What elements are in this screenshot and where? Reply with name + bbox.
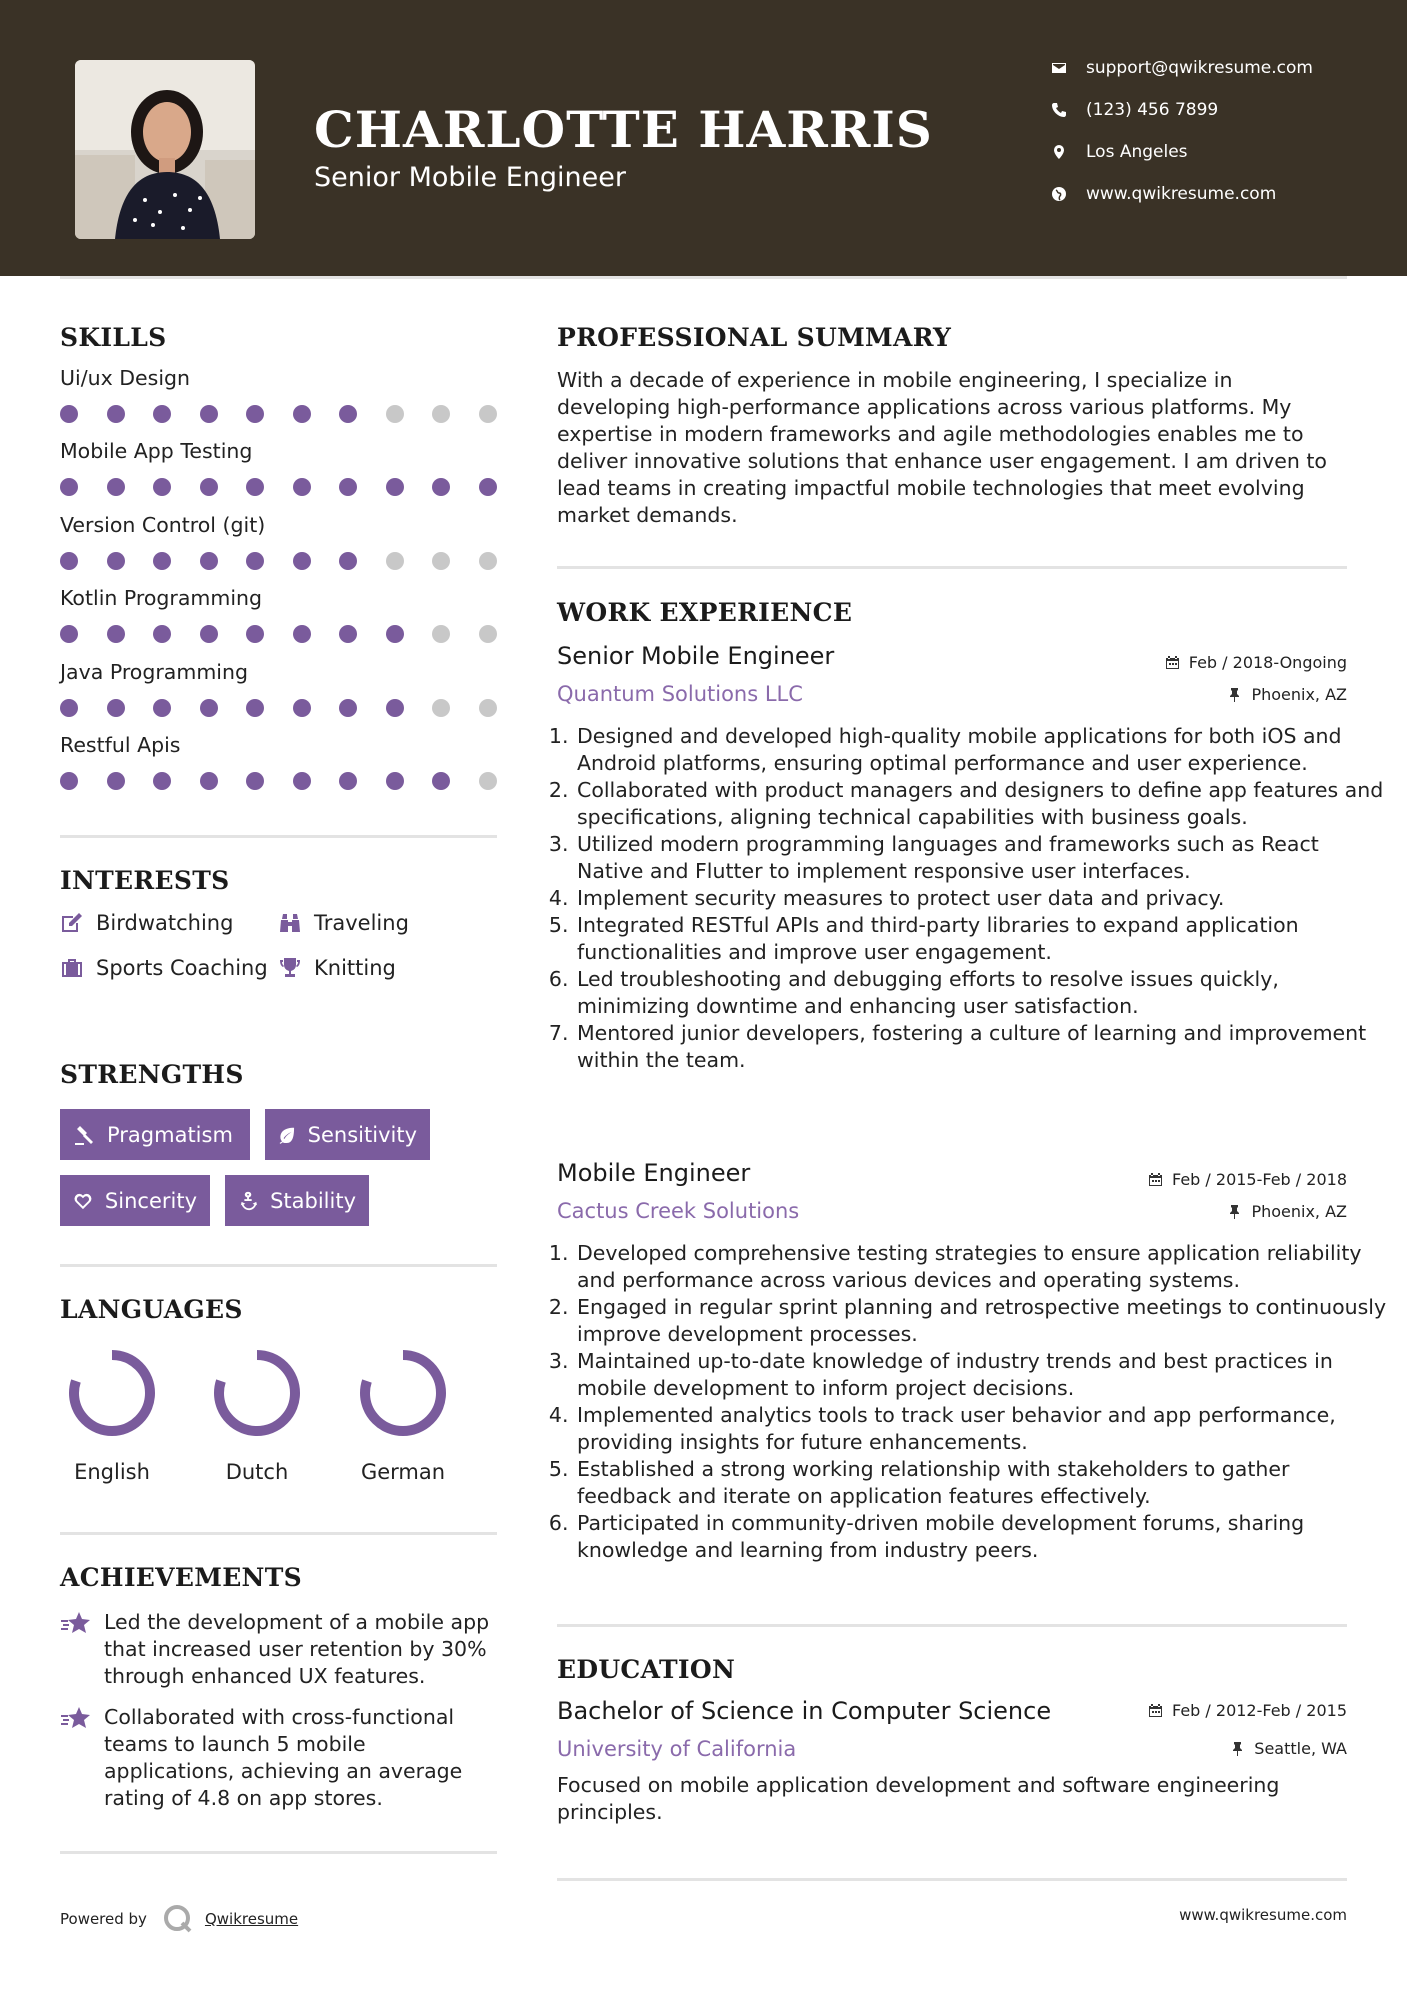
achievement-item — [60, 1609, 500, 1690]
job-date — [1148, 1170, 1347, 1189]
languages-title: LANGUAGES — [60, 1295, 243, 1324]
job-bullet: 2. Engaged in regular sprint planning and retrospective meetings to continuously improve development processes. — [575, 1294, 1390, 1348]
achievements-divider — [60, 1851, 497, 1854]
rating-dot-filled — [293, 552, 311, 570]
header-divider — [60, 276, 1347, 279]
rating-dot-filled — [60, 699, 78, 717]
skill-label: Kotlin Programming — [60, 586, 263, 611]
job-bullet: 1. Designed and developed high-quality mobile applications for both iOS and Android platforms, ensuring optimal performance and user experience. — [575, 723, 1390, 777]
pin-icon — [1227, 687, 1242, 702]
rating-dot-filled — [386, 625, 404, 643]
contact-phone[interactable] — [1049, 100, 1218, 120]
rating-dot-filled — [246, 699, 264, 717]
rating-dot-filled — [153, 625, 171, 643]
strengths-title: STRENGTHS — [60, 1060, 244, 1089]
rating-dot-filled — [200, 699, 218, 717]
strength-badge — [225, 1175, 369, 1226]
rating-dot-filled — [153, 552, 171, 570]
job-bullets — [535, 1240, 1390, 1564]
skill-rating — [60, 699, 500, 717]
briefcase-icon — [60, 957, 84, 979]
rating-dot-filled — [107, 405, 125, 423]
job-location — [1227, 1202, 1347, 1221]
job-date-text: Feb / 2018-Ongoing — [1188, 653, 1347, 672]
skill-rating — [60, 478, 500, 496]
rating-dot-filled — [293, 772, 311, 790]
summary-title: PROFESSIONAL SUMMARY — [557, 323, 952, 352]
education-location — [1230, 1739, 1347, 1758]
rating-dot-filled — [60, 552, 78, 570]
skills-title: SKILLS — [60, 323, 167, 352]
phone-icon — [1049, 100, 1069, 120]
rating-dot-filled — [107, 699, 125, 717]
rating-dot-filled — [200, 405, 218, 423]
contact-phone-text: (123) 456 7899 — [1086, 100, 1219, 120]
rating-dot-filled — [246, 478, 264, 496]
language-ring — [212, 1348, 302, 1438]
rating-dot-filled — [246, 772, 264, 790]
star-icon — [60, 1706, 92, 1732]
rating-dot-filled — [153, 478, 171, 496]
experience-divider — [557, 1624, 1347, 1627]
job-company: Cactus Creek Solutions — [557, 1199, 800, 1223]
education-school: University of California — [557, 1737, 797, 1761]
language-ring — [67, 1348, 157, 1438]
rating-dot-filled — [60, 405, 78, 423]
job-bullet: 6. Participated in community-driven mobile development forums, sharing knowledge and learning from industry peers. — [575, 1510, 1390, 1564]
job-date-text: Feb / 2015-Feb / 2018 — [1172, 1170, 1347, 1189]
rating-dot-filled — [479, 478, 497, 496]
rating-dot-filled — [246, 625, 264, 643]
qwikresume-logo-icon — [161, 1902, 195, 1936]
language-ring-arc — [219, 1355, 295, 1431]
rating-dot-empty — [432, 405, 450, 423]
rating-dot-empty — [432, 552, 450, 570]
education-description: Focused on mobile application development and software engineering principles. — [557, 1773, 1280, 1824]
rating-dot-filled — [339, 405, 357, 423]
rating-dot-empty — [479, 552, 497, 570]
strength-label: Stability — [270, 1188, 356, 1213]
map-marker-icon — [1049, 142, 1069, 162]
envelope-icon — [1049, 58, 1069, 78]
rating-dot-empty — [432, 625, 450, 643]
heart-icon — [73, 1190, 93, 1212]
candidate-role: Senior Mobile Engineer — [314, 162, 626, 193]
skill-rating — [60, 772, 500, 790]
job-company: Quantum Solutions LLC — [557, 682, 803, 706]
calendar-icon — [1165, 655, 1180, 670]
rating-dot-empty — [432, 699, 450, 717]
interest-item — [278, 956, 396, 980]
contact-location — [1049, 142, 1188, 162]
education-location-text: Seattle, WA — [1254, 1739, 1347, 1758]
trophy-icon — [278, 957, 302, 979]
language-ring-arc — [74, 1355, 150, 1431]
contact-location-text: Los Angeles — [1086, 142, 1188, 162]
rating-dot-empty — [479, 625, 497, 643]
job-bullet: 3. Utilized modern programming languages and frameworks such as React Native and Flutter to implement responsive user interfaces. — [575, 831, 1390, 885]
rating-dot-filled — [293, 625, 311, 643]
language-ring — [358, 1348, 448, 1438]
rating-dot-filled — [339, 699, 357, 717]
job-title: Mobile Engineer — [557, 1159, 751, 1187]
rating-dot-filled — [432, 772, 450, 790]
rating-dot-filled — [60, 772, 78, 790]
powered-by-text: Powered by — [60, 1910, 147, 1928]
rating-dot-empty — [479, 772, 497, 790]
pin-icon — [1227, 1204, 1242, 1219]
rating-dot-filled — [339, 552, 357, 570]
language-label: English — [74, 1460, 150, 1484]
rating-dot-filled — [153, 699, 171, 717]
experience-title: WORK EXPERIENCE — [557, 598, 853, 627]
job-bullet: 5. Integrated RESTful APIs and third-party libraries to expand application functionalities and improve user engagement. — [575, 912, 1390, 966]
strength-label: Sensitivity — [307, 1122, 417, 1147]
interest-label: Traveling — [314, 911, 409, 935]
achievement-text: Collaborated with cross-functional teams to launch 5 mobile applications, achieving an average rating of 4.8 on app stores. — [104, 1705, 463, 1810]
education-degree: Bachelor of Science in Computer Science — [557, 1697, 1052, 1725]
summary-text: With a decade of experience in mobile engineering, I specialize in developing high-performance applications across various platforms. My expertise in modern frameworks and agile methodologies enables me to deliver innovative solutions that enhance user engagement. I am driven to lead teams in creating impactful mobile technologies that meet evolving market demands. — [557, 368, 1327, 527]
job-location — [1227, 685, 1347, 704]
calendar-icon — [1148, 1172, 1163, 1187]
footer-powered-by — [60, 1902, 298, 1936]
interest-item — [60, 956, 268, 980]
job-bullet: 7. Mentored junior developers, fostering a culture of learning and improvement within the team. — [575, 1020, 1390, 1074]
education-divider — [557, 1878, 1347, 1881]
calendar-icon — [1148, 1703, 1163, 1718]
leaf-icon — [278, 1124, 296, 1146]
achievement-item — [60, 1704, 500, 1812]
rating-dot-filled — [200, 552, 218, 570]
contact-website[interactable] — [1049, 184, 1276, 204]
pin-icon — [1230, 1741, 1245, 1756]
achievement-text: Led the development of a mobile app that increased user retention by 30% through enhanced UX features. — [104, 1610, 490, 1688]
rating-dot-filled — [153, 405, 171, 423]
rating-dot-filled — [339, 625, 357, 643]
education-title: EDUCATION — [557, 1655, 736, 1684]
strength-badge — [265, 1109, 430, 1160]
education-date-text: Feb / 2012-Feb / 2015 — [1172, 1701, 1347, 1720]
rating-dot-filled — [200, 772, 218, 790]
candidate-name: CHARLOTTE HARRIS — [314, 100, 933, 159]
rating-dot-filled — [200, 625, 218, 643]
rating-dot-filled — [339, 772, 357, 790]
rating-dot-filled — [386, 478, 404, 496]
achievements-title: ACHIEVEMENTS — [60, 1563, 302, 1592]
strength-badge — [60, 1175, 210, 1226]
rating-dot-empty — [386, 552, 404, 570]
job-bullet: 5. Established a strong working relationship with stakeholders to gather feedback and iterate on application features effectively. — [575, 1456, 1390, 1510]
rating-dot-filled — [200, 478, 218, 496]
strengths-divider — [60, 1264, 497, 1267]
contact-email-text: support@qwikresume.com — [1086, 58, 1313, 78]
job-bullet: 6. Led troubleshooting and debugging efforts to resolve issues quickly, minimizing downtime and enhancing user satisfaction. — [575, 966, 1390, 1020]
rating-dot-filled — [432, 478, 450, 496]
rating-dot-filled — [386, 699, 404, 717]
strength-badge — [60, 1109, 250, 1160]
anchor-icon — [238, 1190, 258, 1212]
job-bullets — [535, 723, 1390, 1074]
skills-divider — [60, 835, 497, 838]
languages-divider — [60, 1532, 497, 1535]
rating-dot-empty — [386, 405, 404, 423]
language-label: German — [360, 1460, 446, 1484]
job-location-text: Phoenix, AZ — [1251, 685, 1347, 704]
rating-dot-filled — [293, 699, 311, 717]
star-icon — [60, 1611, 92, 1637]
job-bullet: 2. Collaborated with product managers and designers to define app features and specifications, aligning technical capabilities with business goals. — [575, 777, 1390, 831]
interest-item — [278, 911, 409, 935]
skill-label: Java Programming — [60, 659, 248, 684]
interest-label: Sports Coaching — [96, 956, 268, 980]
profile-photo — [75, 60, 255, 239]
job-bullet: 4. Implement security measures to protect user data and privacy. — [575, 885, 1390, 912]
skill-rating — [60, 552, 500, 570]
rating-dot-filled — [107, 478, 125, 496]
globe-icon — [1049, 184, 1069, 204]
rating-dot-filled — [107, 552, 125, 570]
job-bullet: 1. Developed comprehensive testing strategies to ensure application reliability and performance across various devices and operating systems. — [575, 1240, 1390, 1294]
job-bullet: 3. Maintained up-to-date knowledge of industry trends and best practices in mobile development to inform project decisions. — [575, 1348, 1390, 1402]
language-label: Dutch — [225, 1460, 289, 1484]
skill-label: Restful Apis — [60, 733, 181, 757]
strength-label: Sincerity — [104, 1188, 197, 1213]
rating-dot-filled — [339, 478, 357, 496]
summary-divider — [557, 566, 1347, 569]
job-bullet: 4. Implemented analytics tools to track user behavior and app performance, providing insights for future enhancements. — [575, 1402, 1390, 1456]
rating-dot-filled — [246, 405, 264, 423]
language-ring-arc — [365, 1355, 441, 1431]
skill-label: Version Control (git) — [60, 512, 266, 537]
rating-dot-filled — [293, 478, 311, 496]
rating-dot-filled — [60, 478, 78, 496]
interests-title: INTERESTS — [60, 866, 230, 895]
rating-dot-filled — [107, 772, 125, 790]
job-title: Senior Mobile Engineer — [557, 642, 835, 670]
rating-dot-filled — [386, 772, 404, 790]
contact-website-text: www.qwikresume.com — [1086, 184, 1277, 204]
job-date — [1165, 653, 1347, 672]
contact-email[interactable] — [1049, 58, 1313, 78]
rating-dot-filled — [107, 625, 125, 643]
rating-dot-filled — [60, 625, 78, 643]
education-date — [1148, 1701, 1347, 1720]
qwikresume-link[interactable]: Qwikresume — [204, 1910, 299, 1928]
skill-label: Mobile App Testing — [60, 439, 253, 464]
footer-url[interactable]: www.qwikresume.com — [1179, 1906, 1347, 1924]
interest-label: Birdwatching — [96, 911, 234, 935]
rating-dot-empty — [479, 405, 497, 423]
rating-dot-filled — [246, 552, 264, 570]
skill-label: Ui/ux Design — [60, 366, 191, 390]
interest-label: Knitting — [314, 956, 396, 980]
gavel-icon — [73, 1124, 95, 1146]
binoculars-icon — [278, 912, 302, 934]
edit-icon — [60, 912, 84, 934]
rating-dot-filled — [153, 772, 171, 790]
interest-item — [60, 911, 233, 935]
strength-label: Pragmatism — [107, 1122, 233, 1147]
job-location-text: Phoenix, AZ — [1251, 1202, 1347, 1221]
rating-dot-filled — [293, 405, 311, 423]
skill-rating — [60, 625, 500, 643]
skill-rating — [60, 405, 500, 423]
rating-dot-empty — [479, 699, 497, 717]
